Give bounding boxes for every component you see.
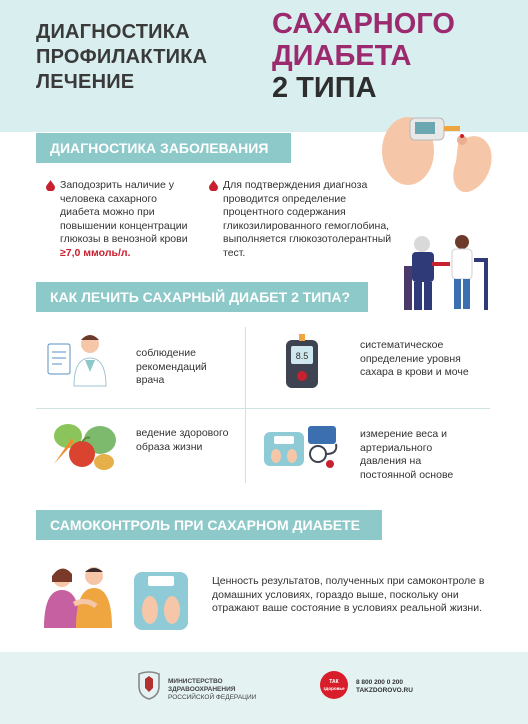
vegetables-icon <box>44 418 120 474</box>
selfcontrol-text: Ценность результатов, полученных при самоконтроле в домашних условиях, гораздо выше, поскольку они отражают ваше состояние в условиях реальной жизни. <box>212 575 485 614</box>
doctor-icon <box>44 330 116 390</box>
ministry-line-1: МИНИСТЕРСТВО <box>168 678 223 685</box>
scale-tonometer-icon <box>262 420 342 470</box>
header-left-title <box>36 20 207 95</box>
svg-text:ТАК: ТАК <box>329 679 339 685</box>
grid-divider-horizontal <box>36 408 490 409</box>
diagnostics-bullet-1 <box>60 179 198 260</box>
diagnostics-bullet-2: Для подтверждения диагноза проводится определение процентного содержания гликозилированного гемоглобина, выполняется глюкозотолерантный тест. <box>223 179 392 259</box>
glucometer-reading: 8.5 <box>295 351 309 361</box>
treatment-item-3: ведение здорового образа жизни <box>136 427 229 453</box>
hotline-block <box>356 679 413 695</box>
doctor-patient-illustration <box>396 226 496 316</box>
hotline-site: TAKZDOROVO.RU <box>356 687 413 694</box>
footer-band <box>0 652 528 724</box>
takzdorovo-logo <box>316 670 352 700</box>
couple-illustration <box>40 560 120 630</box>
glucometer-icon <box>282 334 326 394</box>
treatment-item-1: соблюдение рекомендаций врача <box>136 347 207 386</box>
treatment-item-2: систематическое определение уровня сахара в крови и моче <box>360 339 469 378</box>
header-right-line-2: ДИАБЕТА <box>272 40 412 72</box>
header-left-line-1: ДИАГНОСТИКА <box>36 21 190 43</box>
header-right-line-1: САХАРНОГО <box>272 8 455 40</box>
svg-text:здоровье: здоровье <box>323 686 345 691</box>
glucose-threshold-value: ≥7,0 ммоль/л. <box>60 246 131 259</box>
header-left-line-3: ЛЕЧЕНИЕ <box>36 71 135 93</box>
treatment-item-4: измерение веса и артериального давления на постоянной основе <box>360 428 454 481</box>
diagnostics-bullet-1-text: Заподозрить наличие у человека сахарного диабета можно при повышении концентрации глюкозы в венозной крови <box>60 179 188 245</box>
section-title-selfcontrol: САМОКОНТРОЛЬ ПРИ САХАРНОМ ДИАБЕТЕ <box>36 510 382 540</box>
hotline-phone: 8 800 200 0 200 <box>356 679 403 686</box>
header-left-line-2: ПРОФИЛАКТИКА <box>36 46 208 68</box>
ministry-name <box>168 678 256 702</box>
blood-drop-icon <box>209 180 218 191</box>
ministry-line-3: РОССИЙСКОЙ ФЕДЕРАЦИИ <box>168 694 257 701</box>
grid-divider-vertical <box>245 327 246 483</box>
header-right-title <box>272 8 455 104</box>
blood-drop-icon <box>46 180 55 191</box>
header-right-line-3: 2 ТИПА <box>272 72 377 104</box>
section-title-diagnostics: ДИАГНОСТИКА ЗАБОЛЕВАНИЯ <box>36 133 291 163</box>
section-title-treatment: КАК ЛЕЧИТЬ САХАРНЫЙ ДИАБЕТ 2 ТИПА? <box>36 282 368 312</box>
hands-glucometer-illustration <box>380 96 500 196</box>
ministry-line-2: ЗДРАВООХРАНЕНИЯ <box>168 686 236 693</box>
feet-on-scale-illustration <box>132 570 190 632</box>
ministry-emblem-icon <box>136 670 162 700</box>
